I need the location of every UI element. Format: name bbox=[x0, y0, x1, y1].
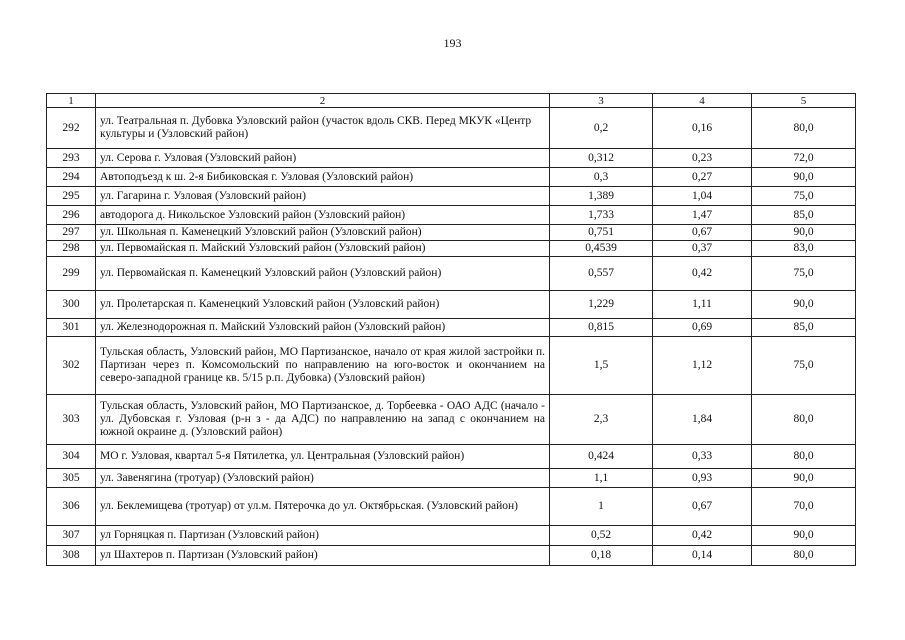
road-table bbox=[46, 93, 856, 566]
value-col-4-cell: 0,14 bbox=[653, 546, 752, 566]
row-number-cell: 301 bbox=[47, 319, 96, 337]
row-number-cell: 305 bbox=[47, 469, 96, 488]
value-col-4-cell: 1,04 bbox=[653, 187, 752, 206]
value-col-3-cell: 0,815 bbox=[550, 319, 653, 337]
description-cell: ул. Беклемищева (тротуар) от ул.м. Пятерочка до ул. Октябрьская. (Узловский район) bbox=[96, 488, 550, 526]
value-col-5-cell: 85,0 bbox=[752, 319, 856, 337]
table-row bbox=[47, 526, 856, 546]
value-col-5-cell: 80,0 bbox=[752, 445, 856, 469]
description-cell: ул. Первомайская п. Каменецкий Узловский район (Узловский район) bbox=[96, 257, 550, 291]
value-col-5-cell: 85,0 bbox=[752, 206, 856, 225]
value-col-3-cell: 1,229 bbox=[550, 291, 653, 319]
value-col-5-cell: 80,0 bbox=[752, 395, 856, 445]
description-cell: ул. Театральная п. Дубовка Узловский район (участок вдоль СКВ. Перед МКУК «Центр культуры и (Узловский район) bbox=[96, 108, 550, 149]
row-number-cell: 294 bbox=[47, 168, 96, 187]
description-cell: Тульская область, Узловский район, МО Партизанское, д. Торбеевка - ОАО АДС (начало - ул. Дубовская г. Узловая (р-н з - да АДС) по направлению на запад с окончанием на южной окраине д. (Узловский район) bbox=[96, 395, 550, 445]
row-number-cell: 304 bbox=[47, 445, 96, 469]
table-row bbox=[47, 257, 856, 291]
value-col-4-cell: 1,84 bbox=[653, 395, 752, 445]
description-cell: автодорога д. Никольское Узловский район (Узловский район) bbox=[96, 206, 550, 225]
row-number-cell: 302 bbox=[47, 337, 96, 395]
table-row bbox=[47, 187, 856, 206]
value-col-5-cell: 90,0 bbox=[752, 225, 856, 241]
description-cell: ул. Первомайская п. Майский Узловский район (Узловский район) bbox=[96, 241, 550, 257]
value-col-3-cell: 0,557 bbox=[550, 257, 653, 291]
row-number-cell: 299 bbox=[47, 257, 96, 291]
description-cell: ул Шахтеров п. Партизан (Узловский район) bbox=[96, 546, 550, 566]
page-number: 193 bbox=[443, 36, 462, 50]
value-col-3-cell: 0,3 bbox=[550, 168, 653, 187]
table-row bbox=[47, 319, 856, 337]
value-col-5-cell: 80,0 bbox=[752, 108, 856, 149]
row-number-cell: 308 bbox=[47, 546, 96, 566]
value-col-5-cell: 72,0 bbox=[752, 149, 856, 168]
value-col-5-cell: 75,0 bbox=[752, 337, 856, 395]
header-col-1: 1 bbox=[47, 94, 96, 108]
value-col-4-cell: 0,27 bbox=[653, 168, 752, 187]
header-col-5: 5 bbox=[752, 94, 856, 108]
value-col-3-cell: 1,733 bbox=[550, 206, 653, 225]
table-row bbox=[47, 469, 856, 488]
header-row bbox=[47, 94, 856, 108]
value-col-5-cell: 75,0 bbox=[752, 257, 856, 291]
table-row bbox=[47, 395, 856, 445]
value-col-3-cell: 0,2 bbox=[550, 108, 653, 149]
value-col-5-cell: 90,0 bbox=[752, 526, 856, 546]
value-col-3-cell: 0,52 bbox=[550, 526, 653, 546]
value-col-3-cell: 0,18 bbox=[550, 546, 653, 566]
table-row bbox=[47, 168, 856, 187]
value-col-3-cell: 0,4539 bbox=[550, 241, 653, 257]
description-cell: ул. Школьная п. Каменецкий Узловский район (Узловский район) bbox=[96, 225, 550, 241]
value-col-3-cell: 1,1 bbox=[550, 469, 653, 488]
value-col-3-cell: 2,3 bbox=[550, 395, 653, 445]
value-col-4-cell: 0,93 bbox=[653, 469, 752, 488]
value-col-5-cell: 90,0 bbox=[752, 469, 856, 488]
value-col-4-cell: 0,69 bbox=[653, 319, 752, 337]
row-number-cell: 292 bbox=[47, 108, 96, 149]
value-col-5-cell: 90,0 bbox=[752, 291, 856, 319]
table-row bbox=[47, 225, 856, 241]
row-number-cell: 296 bbox=[47, 206, 96, 225]
table-row bbox=[47, 445, 856, 469]
value-col-4-cell: 1,12 bbox=[653, 337, 752, 395]
value-col-5-cell: 83,0 bbox=[752, 241, 856, 257]
row-number-cell: 298 bbox=[47, 241, 96, 257]
value-col-4-cell: 0,16 bbox=[653, 108, 752, 149]
description-cell: ул. Железнодорожная п. Майский Узловский район (Узловский район) bbox=[96, 319, 550, 337]
row-number-cell: 307 bbox=[47, 526, 96, 546]
value-col-5-cell: 90,0 bbox=[752, 168, 856, 187]
table-row bbox=[47, 291, 856, 319]
table-row bbox=[47, 206, 856, 225]
value-col-4-cell: 0,23 bbox=[653, 149, 752, 168]
header-col-3: 3 bbox=[550, 94, 653, 108]
row-number-cell: 306 bbox=[47, 488, 96, 526]
value-col-4-cell: 1,11 bbox=[653, 291, 752, 319]
table-row bbox=[47, 241, 856, 257]
value-col-3-cell: 0,424 bbox=[550, 445, 653, 469]
description-cell: Тульская область, Узловский район, МО Партизанское, начало от края жилой застройки п. Партизан через п. Комсомольский по направлению на юго-восток и окончанием на северо-западной границе кв. 5/15 р.п. Дубовка) (Узловский район) bbox=[96, 337, 550, 395]
value-col-5-cell: 75,0 bbox=[752, 187, 856, 206]
table-row bbox=[47, 546, 856, 566]
header-col-4: 4 bbox=[653, 94, 752, 108]
value-col-5-cell: 70,0 bbox=[752, 488, 856, 526]
value-col-3-cell: 1,5 bbox=[550, 337, 653, 395]
value-col-3-cell: 1 bbox=[550, 488, 653, 526]
row-number-cell: 293 bbox=[47, 149, 96, 168]
description-cell: ул. Гагарина г. Узловая (Узловский район) bbox=[96, 187, 550, 206]
table-row bbox=[47, 149, 856, 168]
table-body bbox=[47, 108, 856, 566]
value-col-3-cell: 0,751 bbox=[550, 225, 653, 241]
row-number-cell: 297 bbox=[47, 225, 96, 241]
value-col-4-cell: 0,67 bbox=[653, 225, 752, 241]
value-col-4-cell: 0,33 bbox=[653, 445, 752, 469]
description-cell: ул Горняцкая п. Партизан (Узловский район) bbox=[96, 526, 550, 546]
header-col-2: 2 bbox=[96, 94, 550, 108]
description-cell: Автоподъезд к ш. 2-я Бибиковская г. Узловая (Узловский район) bbox=[96, 168, 550, 187]
row-number-cell: 300 bbox=[47, 291, 96, 319]
description-cell: ул. Серова г. Узловая (Узловский район) bbox=[96, 149, 550, 168]
value-col-4-cell: 0,42 bbox=[653, 257, 752, 291]
value-col-3-cell: 1,389 bbox=[550, 187, 653, 206]
value-col-4-cell: 0,67 bbox=[653, 488, 752, 526]
row-number-cell: 303 bbox=[47, 395, 96, 445]
table-row bbox=[47, 337, 856, 395]
value-col-4-cell: 0,37 bbox=[653, 241, 752, 257]
value-col-3-cell: 0,312 bbox=[550, 149, 653, 168]
value-col-4-cell: 1,47 bbox=[653, 206, 752, 225]
row-number-cell: 295 bbox=[47, 187, 96, 206]
value-col-5-cell: 80,0 bbox=[752, 546, 856, 566]
table-row bbox=[47, 108, 856, 149]
table-row bbox=[47, 488, 856, 526]
description-cell: ул. Завенягина (тротуар) (Узловский район) bbox=[96, 469, 550, 488]
value-col-4-cell: 0,42 bbox=[653, 526, 752, 546]
description-cell: МО г. Узловая, квартал 5-я Пятилетка, ул. Центральная (Узловский район) bbox=[96, 445, 550, 469]
description-cell: ул. Пролетарская п. Каменецкий Узловский район (Узловский район) bbox=[96, 291, 550, 319]
